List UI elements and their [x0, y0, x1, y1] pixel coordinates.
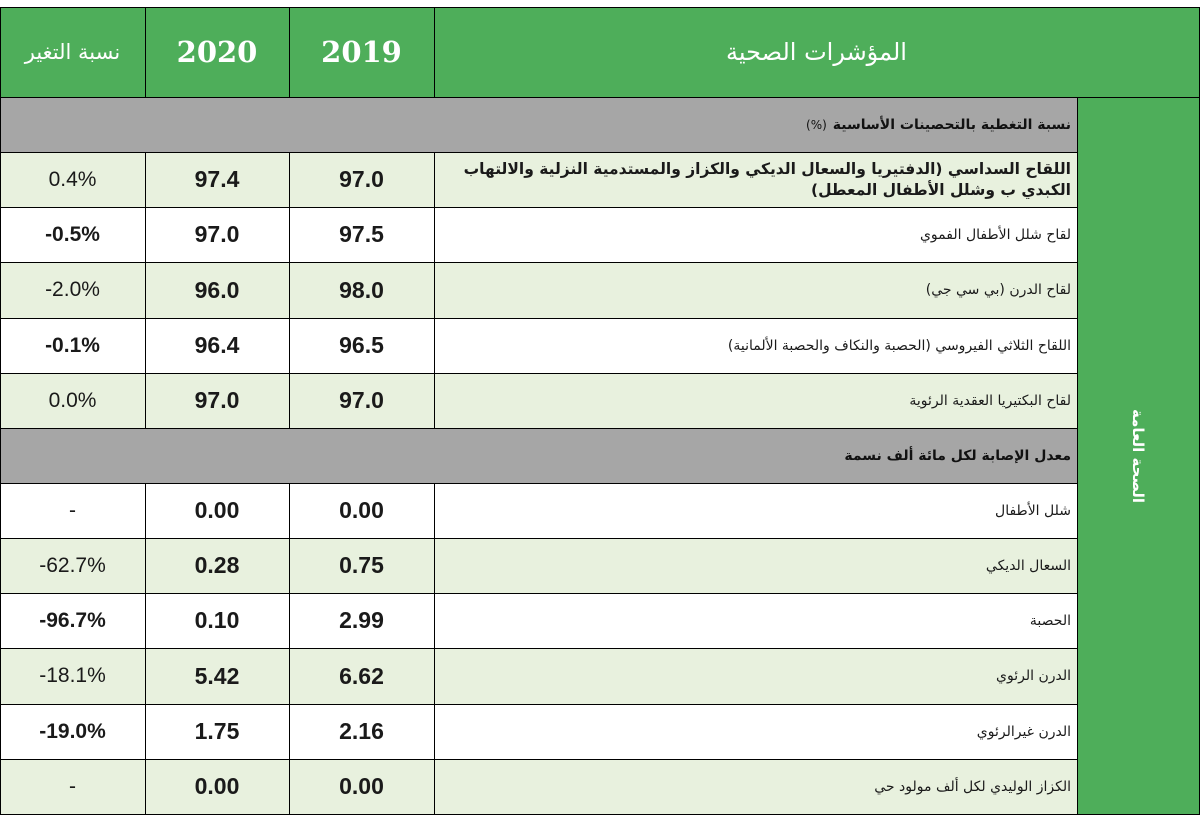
- header-2019: 2019: [289, 7, 434, 97]
- indicator-label: شلل الأطفال: [995, 502, 1071, 519]
- indicator-label: لقاح البكتيريا العقدية الرئوية: [909, 392, 1071, 409]
- section-title: نسبة التغطية بالتحصينات الأساسية: [832, 116, 1071, 133]
- grid-line: [289, 152, 290, 428]
- change-cell: -2.0%: [45, 278, 100, 301]
- side-label-text: الصحة العامة: [1128, 409, 1147, 503]
- change-cell: -0.5%: [45, 222, 100, 246]
- value-2020-cell: 0.28: [194, 552, 240, 578]
- value-2020-cell: 97.0: [194, 221, 240, 247]
- value-2020-cell: 96.0: [194, 276, 240, 303]
- grid-line: [434, 7, 435, 97]
- value-2020-cell: 0.00: [194, 497, 240, 523]
- section-header: [0, 97, 1077, 152]
- side-label: [1077, 97, 1199, 815]
- value-2019-cell: 0.00: [339, 773, 384, 799]
- grid-line: [0, 593, 1077, 594]
- grid-line: [0, 152, 1077, 153]
- section-unit: (%): [806, 117, 827, 132]
- grid-line: [0, 207, 1077, 208]
- indicator-label: اللقاح الثلاثي الفيروسي (الحصبة والنكاف والحصبة الألمانية): [727, 337, 1071, 354]
- change-cell: -96.7%: [39, 608, 106, 632]
- grid-line: [145, 152, 146, 428]
- value-2019-cell: 2.99: [339, 607, 384, 633]
- value-2019-cell: 0.75: [339, 552, 384, 578]
- grid-line: [0, 318, 1077, 319]
- indicator-label: الحصبة: [1029, 612, 1071, 629]
- change-cell: -0.1%: [45, 333, 100, 357]
- grid-line: [1077, 97, 1078, 815]
- indicator-label: الدرن غيرالرئوي: [976, 723, 1071, 740]
- header-2020: 2020: [145, 7, 289, 97]
- grid-line: [145, 7, 146, 97]
- grid-line: [145, 483, 146, 815]
- value-2019-cell: 97.0: [339, 166, 384, 192]
- header-title: المؤشرات الصحية: [434, 7, 1199, 97]
- grid-line: [434, 483, 435, 815]
- grid-line: [0, 7, 1, 815]
- indicator-label: اللقاح السداسي (الدفتيريا والسعال الديكي والكزاز والمستدمية النزلية والالتهاب الكبدي ب وشلل الأطفال المعطل): [463, 159, 1071, 199]
- change-cell: 0.4%: [48, 167, 97, 191]
- change-cell: -: [69, 498, 76, 522]
- grid-line: [289, 483, 290, 815]
- value-2020-cell: 1.75: [194, 718, 240, 744]
- grid-line: [0, 538, 1077, 539]
- value-2020-cell: 5.42: [194, 662, 240, 689]
- grid-line: [0, 428, 1077, 429]
- value-2019-cell: 96.5: [339, 332, 384, 358]
- grid-line: [0, 483, 1077, 484]
- grid-line: [0, 759, 1077, 760]
- section-header: [0, 428, 1077, 483]
- value-2020-cell: 96.4: [194, 332, 240, 358]
- value-2019-cell: 97.0: [339, 387, 384, 413]
- value-2020-cell: 0.10: [194, 607, 240, 633]
- header-change: نسبة التغير: [0, 7, 145, 97]
- change-cell: 0.0%: [48, 388, 97, 412]
- value-2019-cell: 2.16: [339, 718, 384, 744]
- change-cell: -62.7%: [39, 553, 106, 577]
- grid-line: [0, 704, 1077, 705]
- value-2020-cell: 97.0: [194, 387, 240, 413]
- value-2019-cell: 98.0: [339, 276, 384, 303]
- value-2020-cell: 0.00: [194, 773, 240, 799]
- grid-line: [0, 373, 1077, 374]
- section-title: معدل الإصابة لكل مائة ألف نسمة: [844, 447, 1071, 464]
- value-2019-cell: 0.00: [339, 497, 384, 523]
- value-2019-cell: 97.5: [339, 221, 384, 247]
- value-2020-cell: 97.4: [194, 166, 240, 192]
- indicator-label: لقاح الدرن (بي سي جي): [925, 282, 1071, 298]
- indicator-label: الكزاز الوليدي لكل ألف مولود حي: [874, 778, 1071, 795]
- grid-line: [289, 7, 290, 97]
- grid-line: [434, 152, 435, 428]
- indicator-label: الدرن الرئوي: [996, 668, 1071, 684]
- grid-line: [0, 7, 1200, 8]
- grid-line: [0, 97, 1200, 98]
- value-2019-cell: 6.62: [339, 662, 384, 689]
- change-cell: -: [69, 774, 76, 798]
- change-cell: -18.1%: [39, 664, 106, 687]
- indicator-label: لقاح شلل الأطفال الفموي: [919, 226, 1071, 243]
- indicator-label: السعال الديكي: [985, 557, 1071, 574]
- grid-line: [0, 262, 1077, 263]
- grid-line: [0, 648, 1077, 649]
- change-cell: -19.0%: [39, 719, 106, 743]
